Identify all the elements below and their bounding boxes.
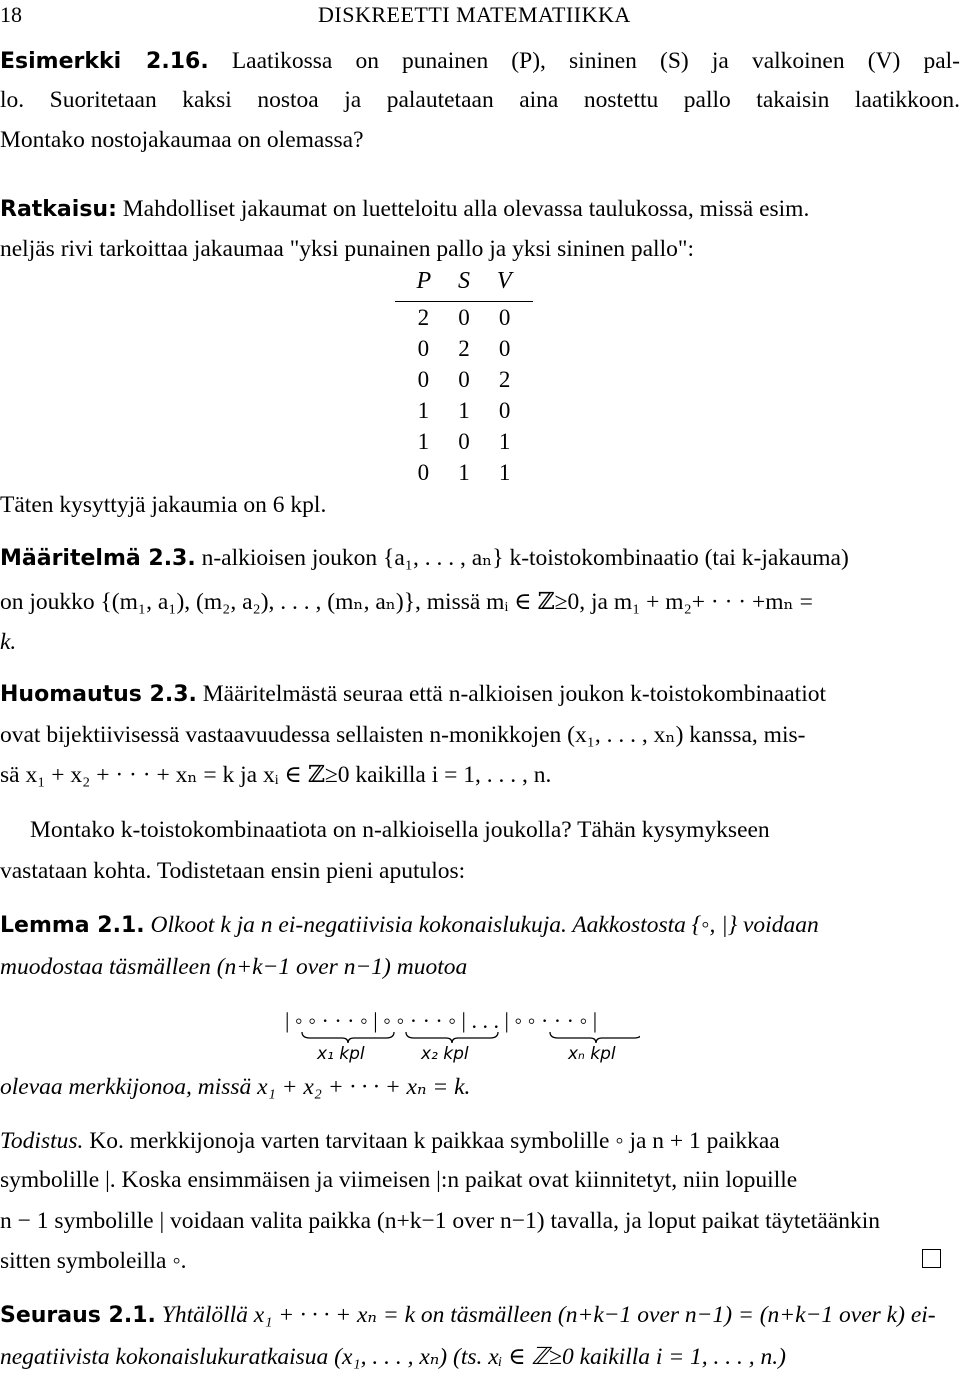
table-header-cell: V [496,268,512,294]
table-header [395,268,533,295]
table-header-cell: S [457,268,470,294]
solution-label: Ratkaisu: [0,197,117,222]
example-line-3: Montako nostojakaumaa on olemassa? [0,127,364,153]
remark-line-1 [0,683,826,707]
table-row [395,333,533,364]
solution-conclusion: Täten kysyttyjä jakaumia on 6 kpl. [0,492,327,518]
remark-label: Huomautus 2.3. [0,682,197,707]
table-cell: 0 [458,304,470,330]
lemma-line-2: muodostaa täsmälleen (n+k−1 over n−1) muotoa [0,954,468,980]
example-line-2: lo. Suoritetaan kaksi nostoa ja palautetaan aina nostettu pallo takaisin laatikkoon. [0,87,960,113]
page-number: 18 [0,2,22,27]
solution-text-1: Mahdolliset jakaumat on luetteloitu alla olevassa taulukossa, missä esim. [122,196,810,222]
table-cell: 0 [417,335,430,361]
brace-label: x₁ kpl [317,1044,365,1064]
lemma-line-1 [0,914,819,938]
brace-label: x₂ kpl [421,1044,469,1064]
table-cell: 0 [458,428,470,454]
example-label: Esimerkki 2.16. [0,49,209,74]
table-cell: 1 [498,428,511,454]
table-row [395,457,533,488]
table-row [395,426,533,457]
definition-line-1 [0,547,849,571]
underbrace-group [300,1030,640,1044]
table-cell: 1 [458,459,470,485]
lemma-text-1: Olkoot k ja n ei-negatiivisia kokonaislukuja. Aakkostosta {◦, |} voidaan [150,912,819,938]
table-cell: 2 [498,366,511,392]
table-cell: 1 [417,397,430,423]
table-cell: 2 [417,304,430,330]
table-cell: 0 [498,304,511,330]
table-cell: 2 [458,335,470,361]
proof-text-1: Ko. merkkijonoja varten tarvitaan k paikkaa symbolille ◦ ja n + 1 paikkaa [89,1128,780,1154]
corollary-line-2: negatiivista kokonaislukuratkaisua (x₁, . . . , xₙ) (ts. xᵢ ∈ ℤ≥0 kaikilla i = 1, . . . , n.) [0,1344,787,1370]
proof-line-2: symbolille |. Koska ensimmäisen ja viimeisen |:n paikat ovat kiinnitetyt, niin lopuille [0,1167,798,1193]
table-cell: 1 [498,459,511,485]
definition-line-2: on joukko {(m₁, a₁), (m₂, a₂), . . . , (mₙ, aₙ)}, missä mᵢ ∈ ℤ≥0, ja m₁ + m₂+ · · · +mₙ = [0,589,813,615]
table-cell: 0 [498,397,511,423]
running-title: DISKREETTI MATEMATIIKKA [318,2,631,27]
underbrace [550,1032,640,1043]
example-line-1 [0,50,960,74]
definition-text-1: n-alkioisen joukon {a₁, . . . , aₙ} k-toistokombinaatio (tai k-jakauma) [201,545,849,571]
solution-line-2: neljäs rivi tarkoittaa jakaumaa "yksi punainen pallo ja yksi sininen pallo": [0,236,694,262]
table-row [395,302,533,333]
example-text-1: Laatikossa on punainen (P), sininen (S) ja valkoinen (V) pal- [231,48,960,74]
remark-text-1: Määritelmästä seuraa että n-alkioisen joukon k-toistokombinaatiot [202,681,826,707]
table-cell: 0 [417,459,430,485]
table-cell: 1 [417,428,430,454]
lemma-line-3: olevaa merkkijonoa, missä x₁ + x₂ + · · · + xₙ = k. [0,1074,471,1100]
table-cell: 0 [458,366,470,392]
table-header-cell: P [416,268,432,294]
qed-box-icon [922,1249,941,1268]
underbrace [302,1032,394,1043]
lemma-label: Lemma 2.1. [0,913,145,938]
underbrace [406,1032,498,1043]
brace-label: xₙ kpl [568,1044,616,1064]
corollary-label: Seuraus 2.1. [0,1303,156,1328]
table-cell: 1 [458,397,470,423]
table-cell: 0 [498,335,511,361]
remark-line-2: ovat bijektiivisessä vastaavuudessa sellaisten n-monikkojen (x₁, . . . , xₙ) kanssa, mis- [0,722,806,748]
paragraph-line-2: vastataan kohta. Todistetaan ensin pieni aputulos: [0,858,466,884]
proof-line-3: n − 1 symbolille | voidaan valita paikka (n+k−1 over n−1) tavalla, ja loput paikat täytetäänkin [0,1208,880,1234]
definition-line-3: k. [0,629,17,655]
symbol-sequence: | ◦ ◦ · · · ◦ | ◦ ◦ · · · ◦ | . . . | ◦ ◦ · · · ◦ | [285,1008,598,1033]
solution-line-1 [0,198,809,222]
table-row [395,364,533,395]
proof-label: Todistus. [0,1128,84,1154]
proof-line-1 [0,1130,780,1154]
table-row [395,395,533,426]
paragraph-line-1: Montako k-toistokombinaatiota on n-alkioisella joukolla? Tähän kysymykseen [30,817,770,843]
corollary-text-1: Yhtälöllä x₁ + · · · + xₙ = k on täsmälleen (n+k−1 over n−1) = (n+k−1 over k) ei- [161,1302,936,1328]
proof-line-4: sitten symboleilla ◦. [0,1248,187,1274]
corollary-line-1 [0,1304,936,1328]
remark-line-3: sä x₁ + x₂ + · · · + xₙ = k ja xᵢ ∈ ℤ≥0 kaikilla i = 1, . . . , n. [0,762,552,788]
table-cell: 0 [417,366,430,392]
distribution-table [395,268,533,488]
definition-label: Määritelmä 2.3. [0,546,196,571]
